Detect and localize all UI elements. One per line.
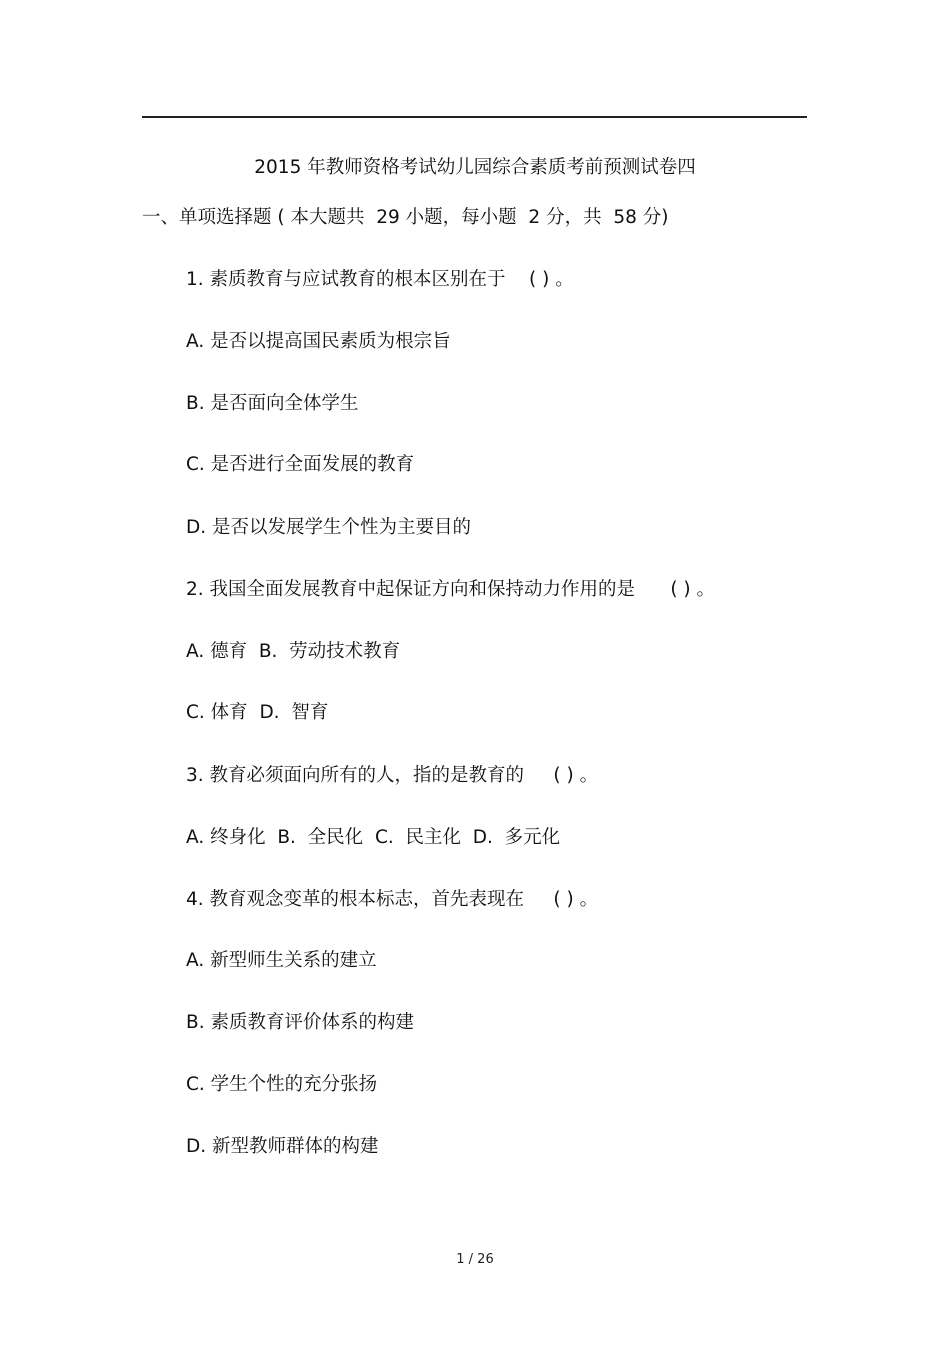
question-1-option-c: C. 是否进行全面发展的教育 [186, 454, 415, 475]
question-2-stem: 2. 我国全面发展教育中起保证方向和保持动力作用的是 ( ) 。 [186, 579, 716, 600]
section-heading: 一、单项选择题 ( 本大题共 29 小题，每小题 2 分，共 58 分) [142, 207, 669, 228]
question-3-options: A. 终身化 B. 全民化 C. 民主化 D. 多元化 [186, 827, 561, 848]
question-4-option-d: D. 新型教师群体的构建 [186, 1136, 379, 1157]
page-number: 1 / 26 [456, 1252, 494, 1267]
question-2-options-cd: C. 体育 D. 智育 [186, 702, 329, 723]
question-1-stem: 1. 素质教育与应试教育的根本区别在于 ( ) 。 [186, 269, 574, 290]
header-rule [142, 116, 807, 118]
question-2-options-ab: A. 德育 B. 劳动技术教育 [186, 641, 401, 662]
question-4-option-a: A. 新型师生关系的建立 [186, 950, 377, 971]
question-3-stem: 3. 教育必须面向所有的人，指的是教育的 ( ) 。 [186, 765, 599, 786]
question-1-option-d: D. 是否以发展学生个性为主要目的 [186, 517, 472, 538]
question-4-option-c: C. 学生个性的充分张扬 [186, 1074, 378, 1095]
document-title: 2015 年教师资格考试幼儿园综合素质考前预测试卷四 [254, 157, 696, 178]
question-1-option-b: B. 是否面向全体学生 [186, 393, 359, 414]
question-4-option-b: B. 素质教育评价体系的构建 [186, 1012, 414, 1033]
question-4-stem: 4. 教育观念变革的根本标志，首先表现在 ( ) 。 [186, 889, 599, 910]
question-1-option-a: A. 是否以提高国民素质为根宗旨 [186, 331, 451, 352]
